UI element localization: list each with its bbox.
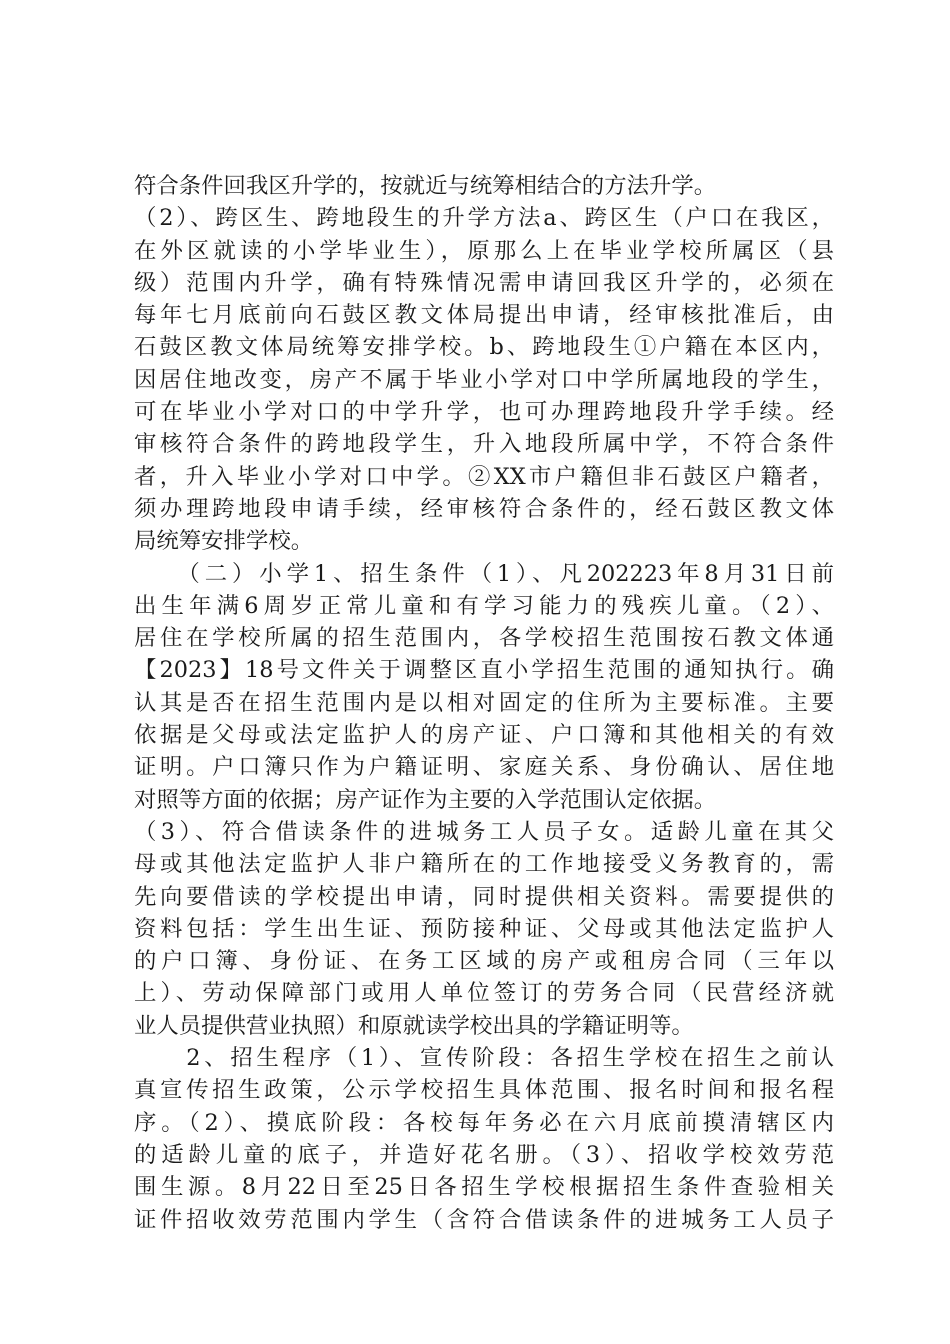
text-line: 【2023】18号文件关于调整区直小学招生范围的通知执行。确 (134, 657, 834, 684)
text-line: 母或其他法定监护人非户籍所在的工作地接受义务教育的，需 (134, 851, 834, 878)
text-line: 证明。户口簿只作为户籍证明、家庭关系、身份确认、居住地 (134, 754, 834, 781)
text-line: 业人员提供营业执照）和原就读学校出具的学籍证明等。 (134, 1012, 694, 1039)
text-line: 认其是否在招生范围内是以相对固定的住所为主要标准。主要 (134, 689, 834, 716)
text-line: （3）、符合借读条件的进城务工人员子女。适龄儿童在其父 (134, 818, 834, 845)
text-line: 的户口簿、身份证、在务工区域的房产或租房合同（三年以 (134, 948, 834, 975)
text-line: 围生源。8月22日至25日各招生学校根据招生条件查验相关 (134, 1174, 834, 1201)
text-line: （二）小学1、招生条件（1）、凡202223年8月31日前 (134, 560, 834, 587)
text-line: 出生年满6周岁正常儿童和有学习能力的残疾儿童。（2）、 (134, 592, 834, 619)
text-line: 每年七月底前向石鼓区教文体局提出申请，经审核批准后，由 (134, 302, 834, 329)
body-text (134, 170, 834, 1236)
text-line: 真宣传招生政策，公示学校招生具体范围、报名时间和报名程 (134, 1077, 834, 1104)
text-line: 居住在学校所属的招生范围内，各学校招生范围按石教文体通 (134, 625, 834, 652)
text-line: （2）、跨区生、跨地段生的升学方法a、跨区生（户口在我区， (134, 205, 834, 232)
text-line: 可在毕业小学对口的中学升学，也可办理跨地段升学手续。经 (134, 399, 834, 426)
text-line: 符合条件回我区升学的，按就近与统筹相结合的方法升学。 (134, 173, 717, 199)
text-line: 石鼓区教文体局统筹安排学校。b、跨地段生①户籍在本区内， (134, 334, 834, 361)
text-line: 对照等方面的依据；房产证作为主要的入学范围认定依据。 (134, 786, 717, 813)
text-line: 者，升入毕业小学对口中学。②XX市户籍但非石鼓区户籍者， (134, 463, 834, 490)
text-line: 资料包括：学生出生证、预防接种证、父母或其他法定监护人 (134, 915, 834, 942)
text-line: 依据是父母或法定监护人的房产证、户口簿和其他相关的有效 (134, 722, 834, 749)
text-line: 2、招生程序（1）、宣传阶段：各招生学校在招生之前认 (134, 1045, 834, 1072)
text-line: 因居住地改变，房产不属于毕业小学对口中学所属地段的学生， (134, 366, 834, 393)
text-line: 的适龄儿童的底子，并造好花名册。（3）、招收学校效劳范 (134, 1141, 834, 1168)
text-line: 在外区就读的小学毕业生），原那么上在毕业学校所属区（县 (134, 237, 834, 264)
text-line: 级）范围内升学，确有特殊情况需申请回我区升学的，必须在 (134, 269, 834, 296)
text-line: 证件招收效劳范围内学生（含符合借读条件的进城务工人员子 (134, 1206, 834, 1233)
text-line: 先向要借读的学校提出申请，同时提供相关资料。需要提供的 (134, 883, 834, 910)
text-line: 上）、劳动保障部门或用人单位签订的劳务合同（民营经济就 (134, 980, 834, 1007)
text-line: 序。（2）、摸底阶段：各校每年务必在六月底前摸清辖区内 (134, 1109, 834, 1136)
text-line: 须办理跨地段申请手续，经审核符合条件的，经石鼓区教文体 (134, 495, 834, 522)
text-line: 审核符合条件的跨地段学生，升入地段所属中学，不符合条件 (134, 431, 834, 458)
text-line: 局统筹安排学校。 (134, 528, 314, 555)
